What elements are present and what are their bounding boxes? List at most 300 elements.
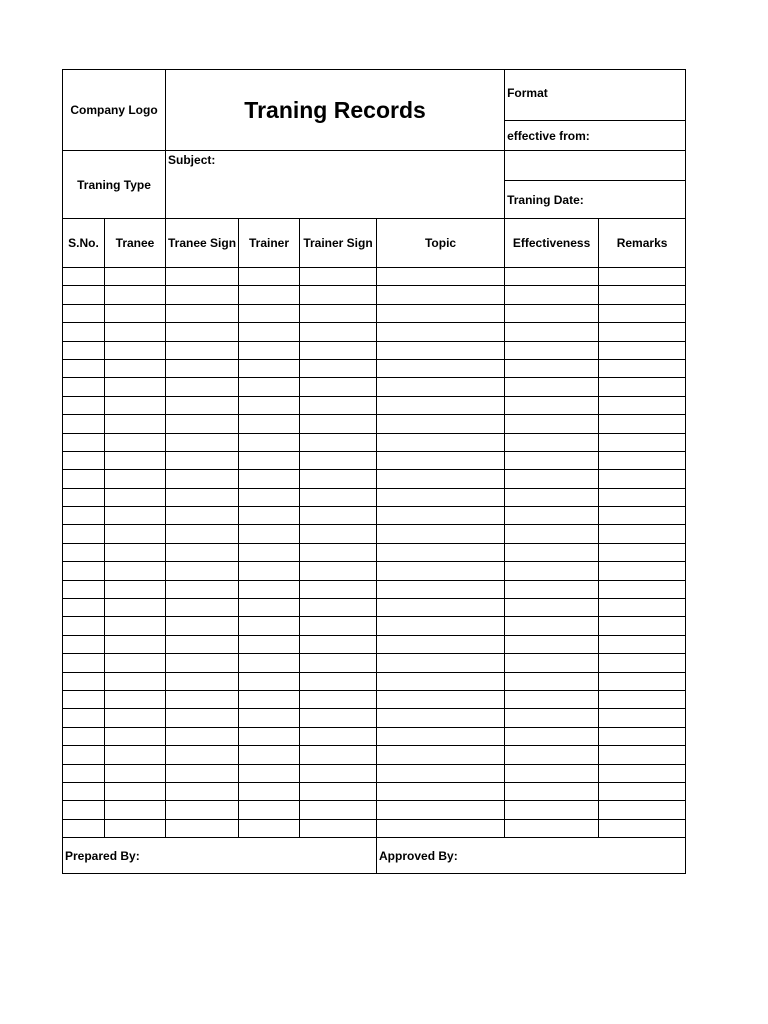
subject-cell[interactable] [166, 151, 505, 219]
table-cell[interactable] [63, 415, 105, 433]
table-cell[interactable] [63, 323, 105, 341]
table-cell[interactable] [377, 286, 505, 304]
table-cell[interactable] [599, 433, 686, 451]
table-cell[interactable] [599, 341, 686, 359]
table-row [63, 709, 686, 727]
table-cell[interactable] [300, 599, 377, 617]
table-cell[interactable] [63, 488, 105, 506]
table-cell[interactable] [166, 727, 239, 745]
company-logo-label: Company Logo [70, 103, 158, 117]
table-cell[interactable] [105, 599, 166, 617]
table-cell[interactable] [105, 782, 166, 800]
table-cell[interactable] [505, 599, 599, 617]
effective-from-cell[interactable] [505, 121, 686, 151]
table-row [63, 690, 686, 708]
table-cell[interactable] [239, 672, 300, 690]
table-cell[interactable] [105, 268, 166, 286]
col-trainer: Trainer [239, 219, 300, 268]
page-title: Traning Records [244, 96, 426, 123]
table-cell[interactable] [599, 543, 686, 561]
format-label: Format [507, 86, 548, 100]
table-cell[interactable] [166, 304, 239, 322]
table-cell[interactable] [239, 359, 300, 377]
table-cell[interactable] [377, 451, 505, 469]
table-cell[interactable] [599, 690, 686, 708]
table-cell[interactable] [166, 507, 239, 525]
table-cell[interactable] [377, 782, 505, 800]
table-cell[interactable] [239, 451, 300, 469]
table-cell[interactable] [300, 580, 377, 598]
blank-header-cell[interactable] [505, 151, 686, 181]
table-cell[interactable] [166, 488, 239, 506]
table-cell[interactable] [239, 782, 300, 800]
table-cell[interactable] [377, 507, 505, 525]
table-cell[interactable] [239, 378, 300, 396]
table-cell[interactable] [166, 690, 239, 708]
table-cell[interactable] [599, 617, 686, 635]
table-cell[interactable] [377, 819, 505, 837]
table-cell[interactable] [105, 617, 166, 635]
table-cell[interactable] [105, 801, 166, 819]
table-cell[interactable] [166, 617, 239, 635]
table-cell[interactable] [300, 451, 377, 469]
table-row [63, 746, 686, 764]
table-row [63, 286, 686, 304]
table-row [63, 451, 686, 469]
table-cell[interactable] [63, 580, 105, 598]
table-cell[interactable] [63, 727, 105, 745]
table-cell[interactable] [239, 396, 300, 414]
table-cell[interactable] [300, 654, 377, 672]
table-cell[interactable] [599, 323, 686, 341]
table-cell[interactable] [505, 709, 599, 727]
table-cell[interactable] [105, 764, 166, 782]
table-cell[interactable] [63, 359, 105, 377]
table-cell[interactable] [377, 690, 505, 708]
table-cell[interactable] [105, 341, 166, 359]
table-cell[interactable] [377, 433, 505, 451]
table-cell[interactable] [505, 470, 599, 488]
table-cell[interactable] [166, 764, 239, 782]
table-row [63, 580, 686, 598]
table-row [63, 543, 686, 561]
table-cell[interactable] [239, 599, 300, 617]
table-cell[interactable] [239, 562, 300, 580]
table-cell[interactable] [505, 268, 599, 286]
table-cell[interactable] [63, 782, 105, 800]
table-cell[interactable] [377, 525, 505, 543]
table-cell[interactable] [105, 323, 166, 341]
table-cell[interactable] [239, 690, 300, 708]
table-cell[interactable] [377, 323, 505, 341]
table-cell[interactable] [300, 617, 377, 635]
table-cell[interactable] [300, 323, 377, 341]
table-cell[interactable] [105, 396, 166, 414]
table-cell[interactable] [300, 782, 377, 800]
table-cell[interactable] [505, 286, 599, 304]
training-records-form [62, 69, 685, 874]
table-cell[interactable] [300, 690, 377, 708]
table-cell[interactable] [599, 709, 686, 727]
table-cell[interactable] [239, 764, 300, 782]
table-cell[interactable] [166, 286, 239, 304]
table-cell[interactable] [300, 746, 377, 764]
table-cell[interactable] [599, 764, 686, 782]
table-cell[interactable] [105, 543, 166, 561]
table-row [63, 525, 686, 543]
table-cell[interactable] [166, 562, 239, 580]
table-cell[interactable] [599, 525, 686, 543]
table-cell[interactable] [63, 599, 105, 617]
table-cell[interactable] [63, 819, 105, 837]
table-cell[interactable] [599, 746, 686, 764]
table-cell[interactable] [300, 415, 377, 433]
table-row [63, 359, 686, 377]
table-cell[interactable] [300, 433, 377, 451]
table-row [63, 304, 686, 322]
table-cell[interactable] [63, 562, 105, 580]
table-row [63, 727, 686, 745]
col-tranee: Tranee [105, 219, 166, 268]
table-cell[interactable] [63, 470, 105, 488]
table-row [63, 488, 686, 506]
table-cell[interactable] [505, 451, 599, 469]
table-cell[interactable] [599, 396, 686, 414]
table-cell[interactable] [300, 396, 377, 414]
table-cell[interactable] [505, 304, 599, 322]
table-cell[interactable] [63, 451, 105, 469]
training-type-label: Traning Type [77, 177, 151, 192]
table-cell[interactable] [166, 341, 239, 359]
table-row [63, 507, 686, 525]
table-cell[interactable] [505, 323, 599, 341]
table-cell[interactable] [239, 543, 300, 561]
table-cell[interactable] [239, 470, 300, 488]
table-cell[interactable] [599, 268, 686, 286]
table-cell[interactable] [63, 617, 105, 635]
table-cell[interactable] [599, 286, 686, 304]
table-cell[interactable] [63, 286, 105, 304]
table-cell[interactable] [105, 709, 166, 727]
table-cell[interactable] [505, 672, 599, 690]
table-cell[interactable] [377, 635, 505, 653]
approved-by-cell[interactable] [377, 838, 686, 874]
table-row [63, 323, 686, 341]
training-type-cell[interactable] [63, 151, 166, 219]
table-cell[interactable] [105, 654, 166, 672]
table-cell[interactable] [166, 396, 239, 414]
table-row [63, 654, 686, 672]
column-header-row [63, 219, 686, 268]
table-cell[interactable] [377, 396, 505, 414]
table-cell[interactable] [505, 433, 599, 451]
table-cell[interactable] [63, 304, 105, 322]
table-cell[interactable] [377, 746, 505, 764]
table-cell[interactable] [505, 415, 599, 433]
table-cell[interactable] [599, 819, 686, 837]
table-cell[interactable] [239, 304, 300, 322]
table-cell[interactable] [300, 286, 377, 304]
table-cell[interactable] [63, 268, 105, 286]
table-cell[interactable] [239, 801, 300, 819]
table-cell[interactable] [505, 635, 599, 653]
table-cell[interactable] [377, 709, 505, 727]
approved-by-label: Approved By: [379, 848, 458, 863]
table-cell[interactable] [105, 672, 166, 690]
table-cell[interactable] [300, 378, 377, 396]
table-cell[interactable] [166, 599, 239, 617]
table-cell[interactable] [377, 599, 505, 617]
table-cell[interactable] [63, 654, 105, 672]
table-cell[interactable] [239, 654, 300, 672]
table-row [63, 819, 686, 837]
table-row [63, 635, 686, 653]
table-cell[interactable] [166, 451, 239, 469]
table-cell[interactable] [505, 562, 599, 580]
table-cell[interactable] [239, 415, 300, 433]
table-cell[interactable] [377, 617, 505, 635]
effective-from-label: effective from: [507, 128, 590, 143]
table-row [63, 470, 686, 488]
table-cell[interactable] [166, 580, 239, 598]
format-cell[interactable] [505, 70, 686, 121]
table-cell[interactable] [105, 635, 166, 653]
table-cell[interactable] [505, 764, 599, 782]
table-cell[interactable] [599, 599, 686, 617]
table-cell[interactable] [377, 268, 505, 286]
table-cell[interactable] [505, 341, 599, 359]
table-cell[interactable] [63, 396, 105, 414]
table-cell[interactable] [377, 488, 505, 506]
table-cell[interactable] [239, 268, 300, 286]
table-cell[interactable] [105, 378, 166, 396]
table-cell[interactable] [105, 286, 166, 304]
table-cell[interactable] [377, 764, 505, 782]
table-cell[interactable] [377, 801, 505, 819]
table-row [63, 672, 686, 690]
table-cell[interactable] [63, 543, 105, 561]
training-date-label: Traning Date: [507, 192, 584, 207]
table-cell[interactable] [599, 359, 686, 377]
table-cell[interactable] [505, 801, 599, 819]
table-cell[interactable] [105, 304, 166, 322]
table-cell[interactable] [505, 819, 599, 837]
col-topic: Topic [377, 219, 505, 268]
company-logo-cell [63, 70, 166, 151]
table-cell[interactable] [105, 451, 166, 469]
table-cell[interactable] [599, 580, 686, 598]
table-cell[interactable] [505, 690, 599, 708]
table-cell[interactable] [166, 635, 239, 653]
col-trainer-sign: Trainer Sign [300, 219, 377, 268]
table-cell[interactable] [239, 709, 300, 727]
table-cell[interactable] [166, 672, 239, 690]
table-cell[interactable] [377, 727, 505, 745]
table-cell[interactable] [300, 507, 377, 525]
table-cell[interactable] [505, 525, 599, 543]
table-cell[interactable] [105, 819, 166, 837]
table-cell[interactable] [505, 543, 599, 561]
table-cell[interactable] [63, 341, 105, 359]
table-row [63, 599, 686, 617]
table-cell[interactable] [599, 470, 686, 488]
table-cell[interactable] [105, 359, 166, 377]
table-cell[interactable] [505, 396, 599, 414]
table-cell[interactable] [166, 378, 239, 396]
table-cell[interactable] [599, 304, 686, 322]
table-cell[interactable] [505, 359, 599, 377]
table-cell[interactable] [105, 580, 166, 598]
table-cell[interactable] [105, 525, 166, 543]
table-row [63, 378, 686, 396]
table-cell[interactable] [505, 654, 599, 672]
table-cell[interactable] [63, 507, 105, 525]
table-cell[interactable] [599, 562, 686, 580]
table-cell[interactable] [505, 782, 599, 800]
table-cell[interactable] [239, 525, 300, 543]
table-cell[interactable] [377, 470, 505, 488]
table-cell[interactable] [166, 268, 239, 286]
table-cell[interactable] [105, 488, 166, 506]
table-row [63, 764, 686, 782]
table-cell[interactable] [300, 488, 377, 506]
table-cell[interactable] [239, 433, 300, 451]
table-cell[interactable] [377, 359, 505, 377]
table-cell[interactable] [505, 617, 599, 635]
prepared-by-cell[interactable] [63, 838, 377, 874]
table-cell[interactable] [505, 488, 599, 506]
table-cell[interactable] [300, 525, 377, 543]
table-cell[interactable] [377, 341, 505, 359]
col-sno: S.No. [63, 219, 105, 268]
table-cell[interactable] [105, 690, 166, 708]
table-cell[interactable] [377, 562, 505, 580]
table-cell[interactable] [505, 727, 599, 745]
table-cell[interactable] [300, 801, 377, 819]
table-cell[interactable] [166, 654, 239, 672]
table-cell[interactable] [239, 819, 300, 837]
table-cell[interactable] [300, 562, 377, 580]
table-cell[interactable] [63, 672, 105, 690]
table-cell[interactable] [377, 672, 505, 690]
table-cell[interactable] [63, 764, 105, 782]
table-cell[interactable] [300, 764, 377, 782]
table-cell[interactable] [166, 470, 239, 488]
table-cell[interactable] [377, 415, 505, 433]
table-cell[interactable] [166, 746, 239, 764]
table-cell[interactable] [377, 580, 505, 598]
table-cell[interactable] [63, 746, 105, 764]
table-cell[interactable] [505, 746, 599, 764]
table-cell[interactable] [599, 378, 686, 396]
table-cell[interactable] [300, 268, 377, 286]
table-cell[interactable] [300, 341, 377, 359]
table-cell[interactable] [300, 543, 377, 561]
table-cell[interactable] [63, 801, 105, 819]
table-row [63, 617, 686, 635]
table-cell[interactable] [300, 672, 377, 690]
table-cell[interactable] [166, 323, 239, 341]
table-cell[interactable] [63, 635, 105, 653]
prepared-by-label: Prepared By: [65, 848, 140, 863]
table-cell[interactable] [166, 543, 239, 561]
table-cell[interactable] [105, 507, 166, 525]
table-cell[interactable] [300, 359, 377, 377]
table-cell[interactable] [599, 635, 686, 653]
table-cell[interactable] [239, 488, 300, 506]
table-cell[interactable] [599, 415, 686, 433]
table-cell[interactable] [505, 580, 599, 598]
table-cell[interactable] [599, 451, 686, 469]
table-cell[interactable] [599, 488, 686, 506]
table-row [63, 801, 686, 819]
table-row [63, 341, 686, 359]
table-cell[interactable] [599, 654, 686, 672]
table-cell[interactable] [300, 819, 377, 837]
table-cell[interactable] [105, 470, 166, 488]
table-cell[interactable] [63, 433, 105, 451]
table-cell[interactable] [166, 819, 239, 837]
table-cell[interactable] [599, 727, 686, 745]
table-cell[interactable] [166, 782, 239, 800]
table-cell[interactable] [239, 635, 300, 653]
training-date-cell[interactable] [505, 181, 686, 219]
table-cell[interactable] [166, 415, 239, 433]
table-cell[interactable] [63, 525, 105, 543]
table-cell[interactable] [166, 359, 239, 377]
table-row [63, 782, 686, 800]
table-cell[interactable] [300, 470, 377, 488]
table-row [63, 268, 686, 286]
table-cell[interactable] [377, 378, 505, 396]
table-cell[interactable] [63, 709, 105, 727]
table-cell[interactable] [239, 286, 300, 304]
table-cell[interactable] [166, 801, 239, 819]
table-cell[interactable] [300, 727, 377, 745]
table-cell[interactable] [300, 709, 377, 727]
table-cell[interactable] [63, 378, 105, 396]
table-row [63, 433, 686, 451]
table-cell[interactable] [505, 378, 599, 396]
table-cell[interactable] [505, 507, 599, 525]
table-cell[interactable] [105, 562, 166, 580]
table-cell[interactable] [377, 304, 505, 322]
table-cell[interactable] [239, 507, 300, 525]
table-cell[interactable] [239, 341, 300, 359]
table-cell[interactable] [599, 507, 686, 525]
table-cell[interactable] [105, 433, 166, 451]
table-cell[interactable] [239, 746, 300, 764]
table-cell[interactable] [105, 746, 166, 764]
table-cell[interactable] [377, 654, 505, 672]
table-cell[interactable] [239, 617, 300, 635]
table-cell[interactable] [377, 543, 505, 561]
table-cell[interactable] [599, 782, 686, 800]
table-cell[interactable] [63, 690, 105, 708]
table-cell[interactable] [239, 727, 300, 745]
table-cell[interactable] [599, 672, 686, 690]
table-cell[interactable] [166, 525, 239, 543]
table-cell[interactable] [239, 323, 300, 341]
table-cell[interactable] [300, 635, 377, 653]
table-cell[interactable] [105, 415, 166, 433]
table-cell[interactable] [105, 727, 166, 745]
table-cell[interactable] [599, 801, 686, 819]
table-cell[interactable] [300, 304, 377, 322]
table-cell[interactable] [166, 433, 239, 451]
table-cell[interactable] [239, 580, 300, 598]
table-cell[interactable] [166, 709, 239, 727]
